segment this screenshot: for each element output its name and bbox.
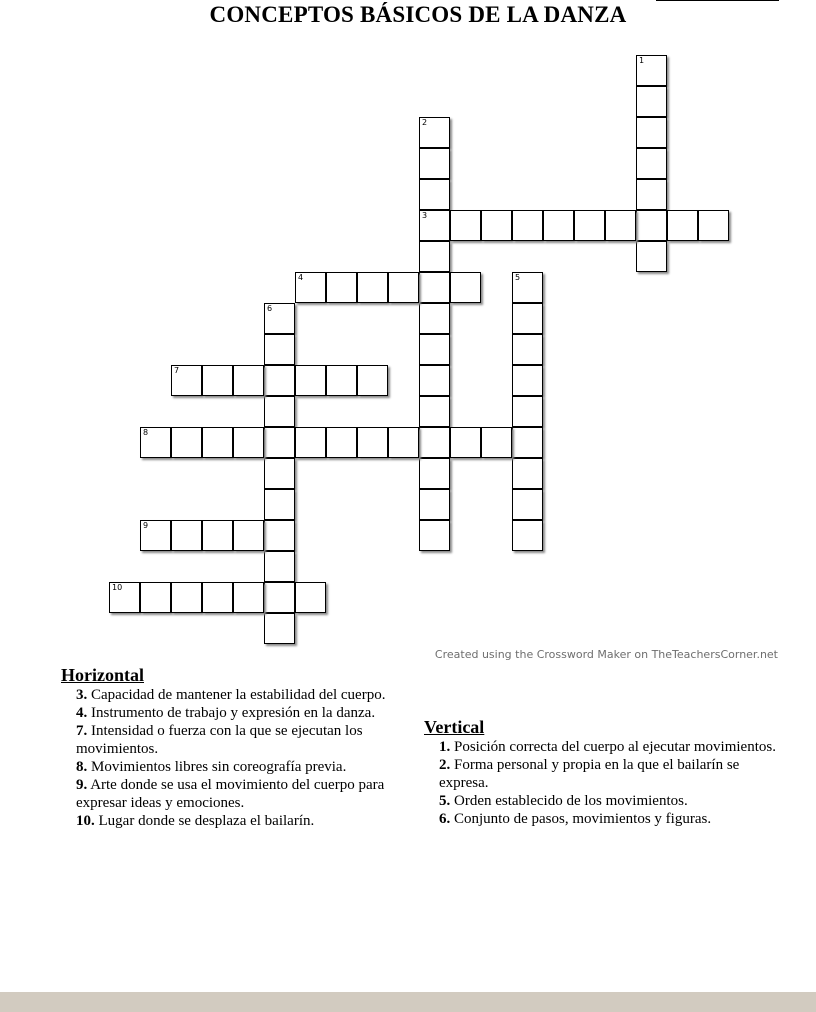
crossword-cell[interactable] — [636, 86, 667, 117]
crossword-cell[interactable] — [512, 210, 543, 241]
crossword-cell[interactable] — [419, 148, 450, 179]
crossword-cell[interactable] — [419, 303, 450, 334]
clue-text: Instrumento de trabajo y expresión en la danza. — [91, 705, 376, 721]
crossword-cell[interactable] — [357, 427, 388, 458]
crossword-cell[interactable] — [264, 582, 295, 613]
crossword-cell[interactable] — [109, 582, 140, 613]
cell-number: 4 — [298, 273, 304, 282]
crossword-cell[interactable] — [481, 427, 512, 458]
crossword-cell[interactable] — [388, 427, 419, 458]
cell-number: 5 — [515, 273, 521, 282]
crossword-cell[interactable] — [636, 148, 667, 179]
crossword-cell[interactable] — [419, 210, 450, 241]
crossword-cell[interactable] — [543, 210, 574, 241]
crossword-cell[interactable] — [636, 179, 667, 210]
clue-item — [76, 722, 411, 758]
crossword-cell[interactable] — [264, 520, 295, 551]
crossword-cell[interactable] — [419, 241, 450, 272]
clue-text: Posición correcta del cuerpo al ejecutar movimientos. — [454, 739, 776, 755]
crossword-cell[interactable] — [636, 117, 667, 148]
crossword-cell[interactable] — [698, 210, 729, 241]
across-clues — [61, 665, 411, 830]
clue-item — [439, 738, 779, 756]
crossword-cell[interactable] — [512, 272, 543, 303]
crossword-cell[interactable] — [264, 396, 295, 427]
clue-text: Capacidad de mantener la estabilidad del cuerpo. — [91, 687, 386, 703]
crossword-cell[interactable] — [295, 272, 326, 303]
clue-text: Orden establecido de los movimientos. — [454, 793, 688, 809]
crossword-cell[interactable] — [171, 582, 202, 613]
clue-text: Intensidad o fuerza con la que se ejecutan los movimientos. — [76, 723, 363, 757]
crossword-cell[interactable] — [202, 520, 233, 551]
crossword-cell[interactable] — [264, 458, 295, 489]
crossword-cell[interactable] — [264, 551, 295, 582]
crossword-cell[interactable] — [233, 520, 264, 551]
crossword-cell[interactable] — [450, 427, 481, 458]
clue-text: Forma personal y propia en la que el bailarín se expresa. — [439, 757, 740, 791]
crossword-cell[interactable] — [233, 582, 264, 613]
credit-text: Created using the Crossword Maker on TheTeachersCorner.net — [434, 648, 778, 661]
across-clue-list — [61, 686, 411, 830]
clue-number: 7. — [76, 723, 88, 739]
crossword-cell[interactable] — [512, 334, 543, 365]
crossword-cell[interactable] — [574, 210, 605, 241]
clue-text: Conjunto de pasos, movimientos y figuras. — [454, 811, 712, 827]
crossword-cell[interactable] — [388, 272, 419, 303]
cell-number: 10 — [112, 583, 123, 592]
crossword-cell[interactable] — [419, 427, 450, 458]
crossword-cell[interactable] — [419, 117, 450, 148]
crossword-cell[interactable] — [419, 334, 450, 365]
crossword-cell[interactable] — [295, 427, 326, 458]
crossword-cell[interactable] — [233, 365, 264, 396]
crossword-cell[interactable] — [512, 365, 543, 396]
clue-item — [76, 812, 411, 830]
crossword-cell[interactable] — [140, 520, 171, 551]
down-clue-list — [424, 738, 779, 828]
down-clues — [424, 717, 779, 828]
crossword-cell[interactable] — [512, 520, 543, 551]
crossword-cell[interactable] — [667, 210, 698, 241]
crossword-cell[interactable] — [636, 55, 667, 86]
clue-item — [439, 756, 779, 792]
clue-number: 4. — [76, 705, 88, 721]
clue-item — [76, 704, 411, 722]
crossword-cell[interactable] — [357, 272, 388, 303]
crossword-cell[interactable] — [202, 582, 233, 613]
crossword-cell[interactable] — [512, 303, 543, 334]
crossword-cell[interactable] — [419, 365, 450, 396]
clue-item — [76, 686, 411, 704]
crossword-cell[interactable] — [140, 427, 171, 458]
clue-number: 2. — [439, 757, 451, 773]
clue-number: 8. — [76, 759, 88, 775]
crossword-cell[interactable] — [419, 272, 450, 303]
cell-number: 6 — [267, 304, 273, 313]
crossword-cell[interactable] — [264, 427, 295, 458]
crossword-cell[interactable] — [450, 272, 481, 303]
crossword-cell[interactable] — [605, 210, 636, 241]
crossword-cell[interactable] — [326, 272, 357, 303]
cell-number: 2 — [422, 118, 428, 127]
crossword-cell[interactable] — [357, 365, 388, 396]
crossword-cell[interactable] — [295, 582, 326, 613]
crossword-cell[interactable] — [171, 365, 202, 396]
crossword-cell[interactable] — [140, 582, 171, 613]
crossword-cell[interactable] — [233, 427, 264, 458]
crossword-cell[interactable] — [264, 334, 295, 365]
clue-item — [76, 776, 411, 812]
crossword-cell[interactable] — [295, 365, 326, 396]
crossword-cell[interactable] — [264, 613, 295, 644]
clue-number: 1. — [439, 739, 451, 755]
crossword-cell[interactable] — [264, 303, 295, 334]
crossword-cell[interactable] — [171, 520, 202, 551]
crossword-cell[interactable] — [171, 427, 202, 458]
clue-number: 5. — [439, 793, 451, 809]
clue-text: Lugar donde se desplaza el bailarín. — [98, 813, 315, 829]
crossword-cell[interactable] — [450, 210, 481, 241]
clue-number: 9. — [76, 777, 88, 793]
page-title: CONCEPTOS BÁSICOS DE LA DANZA — [209, 2, 627, 27]
crossword-cell[interactable] — [419, 458, 450, 489]
crossword-cell[interactable] — [202, 365, 233, 396]
crossword-cell[interactable] — [636, 241, 667, 272]
crossword-cell[interactable] — [419, 179, 450, 210]
crossword-cell[interactable] — [326, 365, 357, 396]
clue-item — [76, 758, 411, 776]
crossword-cell[interactable] — [264, 365, 295, 396]
crossword-cell[interactable] — [202, 427, 233, 458]
crossword-cell[interactable] — [264, 489, 295, 520]
crossword-cell[interactable] — [419, 520, 450, 551]
across-heading: Horizontal — [61, 665, 144, 685]
crossword-cell[interactable] — [419, 489, 450, 520]
crossword-cell[interactable] — [512, 396, 543, 427]
clue-number: 10. — [76, 813, 95, 829]
clue-number: 6. — [439, 811, 451, 827]
clue-number: 3. — [76, 687, 88, 703]
crossword-cell[interactable] — [512, 489, 543, 520]
cell-number: 1 — [639, 56, 645, 65]
crossword-cell[interactable] — [636, 210, 667, 241]
cell-number: 8 — [143, 428, 149, 437]
crossword-cell[interactable] — [419, 396, 450, 427]
crossword-cell[interactable] — [512, 427, 543, 458]
crossword-cell[interactable] — [481, 210, 512, 241]
cell-number: 9 — [143, 521, 149, 530]
cell-number: 3 — [422, 211, 428, 220]
bottom-bar — [0, 992, 816, 1012]
down-heading: Vertical — [424, 717, 485, 737]
cell-number: 7 — [174, 366, 180, 375]
clue-item — [439, 810, 779, 828]
clue-item — [439, 792, 779, 810]
crossword-cell[interactable] — [512, 458, 543, 489]
clue-text: Arte donde se usa el movimiento del cuerpo para expresar ideas y emociones. — [76, 777, 385, 811]
clue-text: Movimientos libres sin coreografía previa. — [91, 759, 347, 775]
crossword-cell[interactable] — [326, 427, 357, 458]
